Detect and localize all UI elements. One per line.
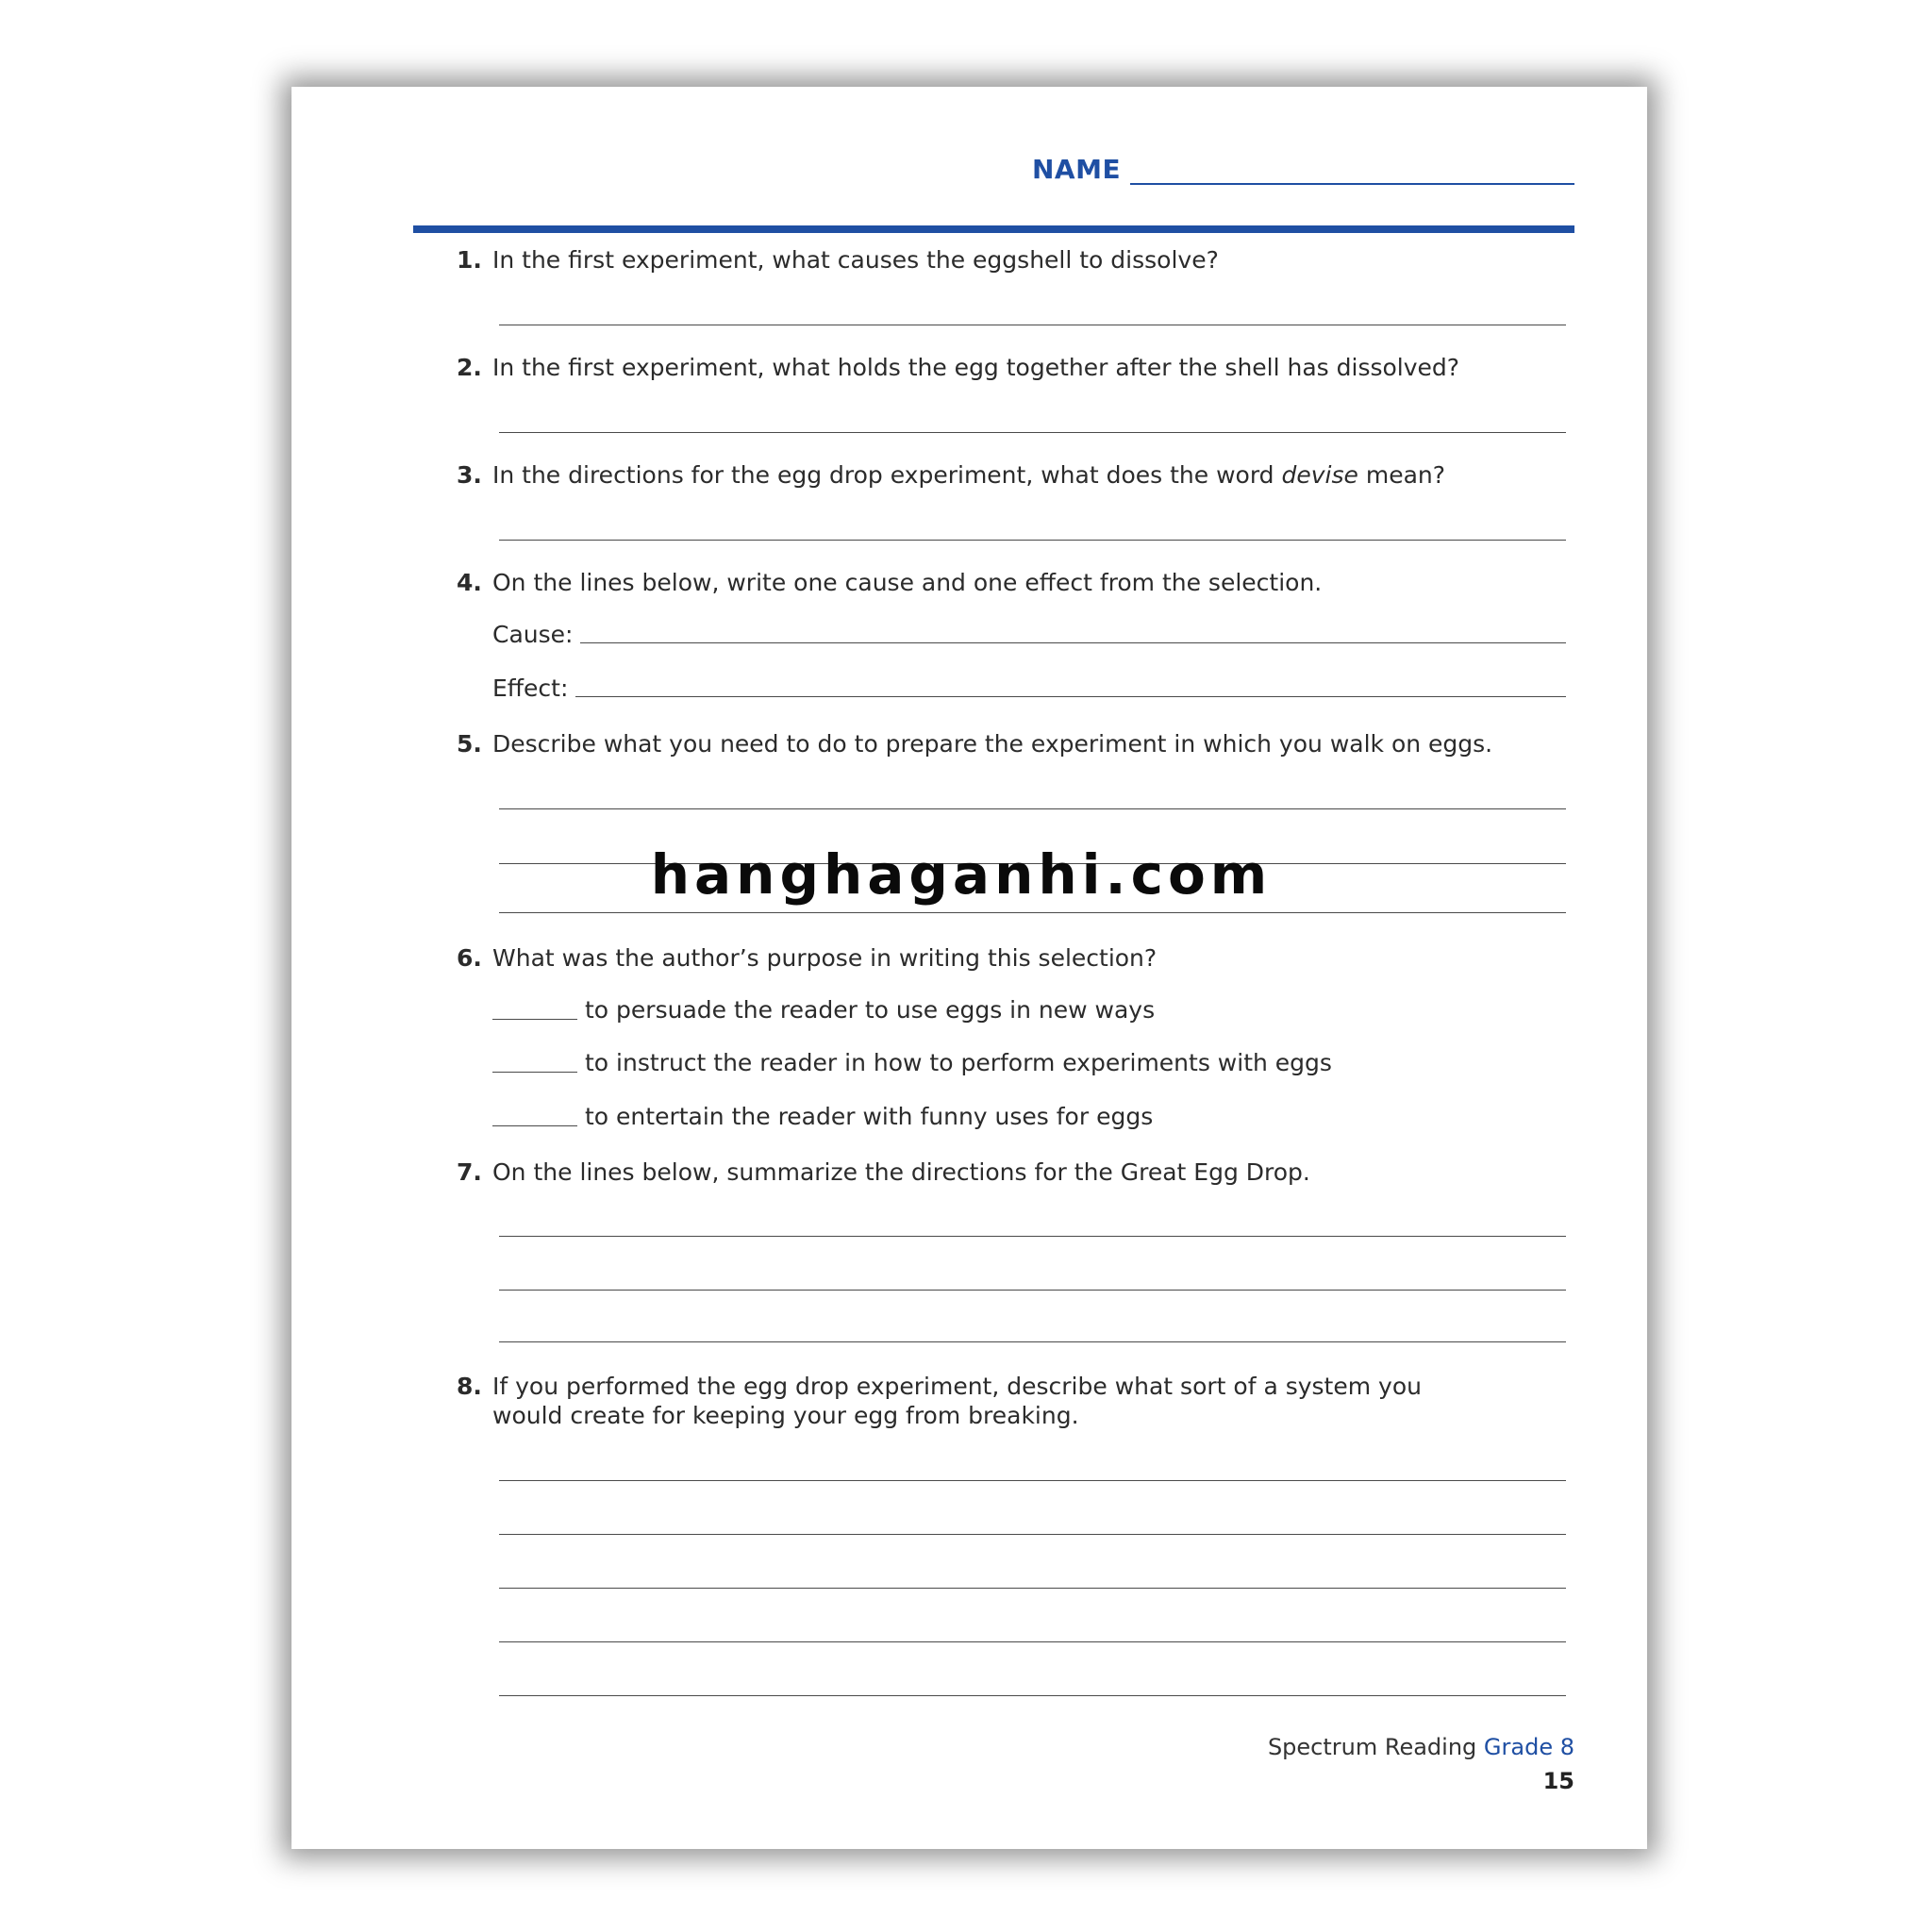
page-number: 15 [1542, 1768, 1574, 1794]
name-label: NAME [1032, 154, 1122, 185]
question-text: In the first experiment, what causes the eggshell to dissolve? [492, 246, 1219, 274]
header-divider [413, 225, 1574, 233]
effect-label: Effect: [492, 675, 569, 702]
question-text: On the lines below, write one cause and one effect from the selection. [492, 569, 1323, 596]
answer-line[interactable] [499, 432, 1566, 433]
vocabulary-word: devise [1281, 461, 1358, 489]
cause-answer-line[interactable] [580, 641, 1566, 643]
watermark [0, 842, 1932, 907]
question-text [492, 460, 1574, 490]
question-number: 1. [457, 246, 482, 274]
cause-label: Cause: [492, 621, 574, 648]
question-number: 8. [457, 1373, 482, 1400]
answer-line[interactable] [499, 808, 1566, 809]
question-number: 4. [457, 569, 482, 596]
option-blank[interactable] [492, 1071, 577, 1073]
option-blank[interactable] [492, 1124, 577, 1126]
answer-line[interactable] [499, 1290, 1566, 1291]
purpose-option-entertain [492, 1105, 1153, 1128]
footer-book-title [1268, 1734, 1574, 1760]
question-text: What was the author’s purpose in writing this selection? [492, 944, 1158, 972]
question-text: Describe what you need to do to prepare the experiment in which you walk on eggs. [492, 730, 1493, 758]
cause-field [492, 623, 1566, 646]
option-text: to instruct the reader in how to perform experiments with eggs [585, 1049, 1332, 1076]
effect-answer-line[interactable] [575, 695, 1566, 697]
name-field-row [1032, 143, 1574, 191]
name-blank-line[interactable] [1130, 174, 1574, 185]
answer-line[interactable] [499, 1534, 1566, 1535]
option-blank[interactable] [492, 1018, 577, 1020]
question-number: 5. [457, 730, 482, 758]
question-number: 2. [457, 354, 482, 381]
question-text: If you performed the egg drop experiment, describe what sort of a system you would create for keeping your egg from breaking. [492, 1373, 1422, 1430]
purpose-option-persuade [492, 998, 1155, 1022]
question-number: 3. [457, 461, 482, 489]
watermark-text: hanghaganhi.com [650, 842, 1273, 907]
question-text: In the first experiment, what holds the egg together after the shell has dissolved? [492, 354, 1460, 381]
question-number: 7. [457, 1158, 482, 1186]
question-number: 6. [457, 944, 482, 972]
answer-line[interactable] [499, 1641, 1566, 1642]
answer-line[interactable] [499, 1341, 1566, 1342]
book-title: Spectrum Reading [1267, 1734, 1477, 1760]
answer-line[interactable] [499, 1236, 1566, 1237]
worksheet-page [291, 87, 1647, 1849]
answer-line[interactable] [499, 1588, 1566, 1589]
answer-line[interactable] [499, 1695, 1566, 1696]
question-text-part: mean? [1357, 461, 1446, 489]
question-text: On the lines below, summarize the directions for the Great Egg Drop. [492, 1158, 1310, 1186]
question-text-part: In the directions for the egg drop experiment, what does the word [492, 461, 1282, 489]
answer-line[interactable] [499, 912, 1566, 913]
answer-line[interactable] [499, 1480, 1566, 1481]
option-text: to persuade the reader to use eggs in new ways [585, 996, 1156, 1024]
purpose-option-instruct [492, 1051, 1332, 1074]
answer-line[interactable] [499, 540, 1566, 541]
effect-field [492, 676, 1566, 700]
option-text: to entertain the reader with funny uses for eggs [585, 1103, 1154, 1130]
grade-label: Grade 8 [1483, 1734, 1574, 1760]
